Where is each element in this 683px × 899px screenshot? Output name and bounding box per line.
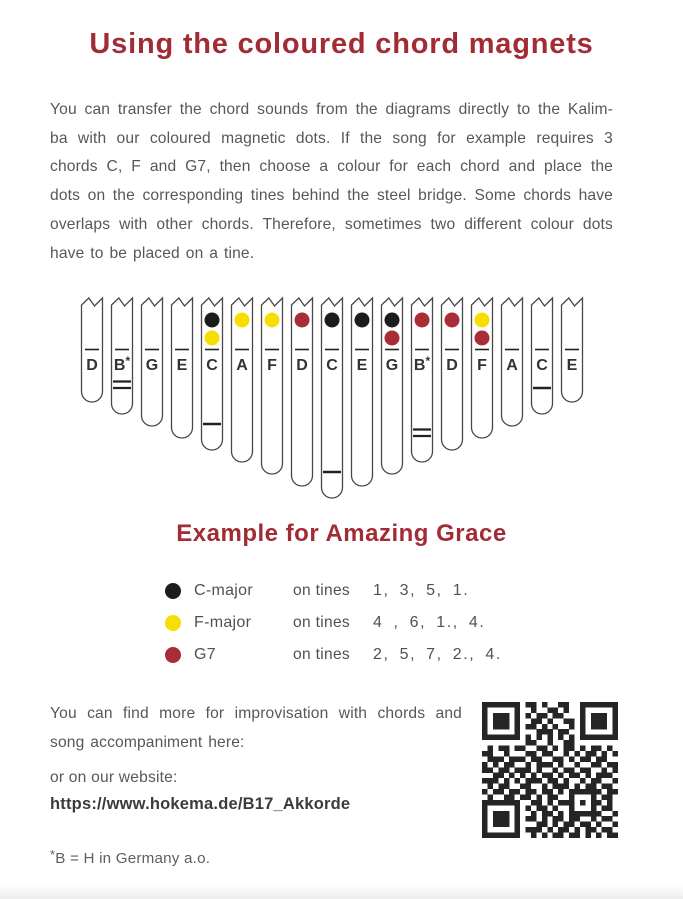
chord-magnet-dot xyxy=(475,313,490,328)
tine-note-label: G xyxy=(385,357,399,374)
text-line: You can find more for improvisation with chords and xyxy=(50,705,462,722)
legend-on-tines: on tines xyxy=(293,614,351,631)
legend-on-tines: on tines xyxy=(293,646,351,663)
tine-note-label: B* xyxy=(413,354,431,374)
tine-note-label: G xyxy=(145,357,159,374)
text-line: dots on the corresponding tines behind the steel bridge. Some chords have xyxy=(50,187,613,205)
tine-note-label: C xyxy=(206,357,218,374)
page-bottom-shade xyxy=(0,885,683,899)
kalimba-tine xyxy=(532,298,553,414)
legend-tine-numbers: 2, 5, 7, 2., 4. xyxy=(373,646,502,663)
example-heading: Example for Amazing Grace xyxy=(176,520,507,547)
g7-dot-icon xyxy=(165,647,181,663)
tine-note-label: E xyxy=(566,357,578,374)
text-line: chords C, F and G7, then choose a colour for each chord and place the xyxy=(50,158,613,176)
tine-note-label: D xyxy=(296,357,308,374)
legend-row xyxy=(165,639,502,671)
chord-magnet-dot xyxy=(415,313,430,328)
kalimba-diagram xyxy=(80,290,585,505)
tine-note-label: F xyxy=(267,357,277,374)
chord-magnet-dot xyxy=(325,313,340,328)
chord-magnet-dot xyxy=(205,331,220,346)
chord-magnet-dot xyxy=(445,313,460,328)
legend-tine-numbers: 4 , 6, 1., 4. xyxy=(373,614,486,631)
tine-note-label: C xyxy=(326,357,338,374)
tine-note-label: B* xyxy=(113,354,131,374)
chord-magnet-dot xyxy=(235,313,250,328)
text-line: have to be placed on a tine. xyxy=(50,244,255,262)
kalimba-tine xyxy=(322,298,343,498)
tine-note-label: A xyxy=(506,357,518,374)
chord-magnet-dot xyxy=(295,313,310,328)
page-title: Using the coloured chord magnets xyxy=(89,28,594,60)
qr-code xyxy=(482,702,618,838)
chord-magnet-dot xyxy=(355,313,370,328)
text-line: song accompaniment here: xyxy=(50,734,245,751)
legend-label: G7 xyxy=(194,646,216,663)
text-line: You can transfer the chord sounds from the diagrams directly to the Kalim- xyxy=(50,101,613,118)
text-line: ba with our coloured magnetic dots. If the song for example requires 3 xyxy=(50,129,613,147)
tine-note-label: A xyxy=(236,357,248,374)
tine-note-label: F xyxy=(477,357,487,374)
tine-note-label: E xyxy=(176,357,188,374)
c-major-dot-icon xyxy=(165,583,181,599)
tine-note-label: C xyxy=(536,357,548,374)
legend-label: C-major xyxy=(194,582,253,599)
tine-note-label: D xyxy=(446,357,458,374)
legend-label: F-major xyxy=(194,614,252,631)
footnote-star: * xyxy=(50,847,56,862)
website-url-link[interactable]: https://www.hokema.de/B17_Akkorde xyxy=(50,795,351,813)
chord-magnet-dot xyxy=(265,313,280,328)
tine-note-label: E xyxy=(356,357,368,374)
legend-tine-numbers: 1, 3, 5, 1. xyxy=(373,582,470,599)
legend-row xyxy=(165,575,502,607)
intro-paragraph xyxy=(50,96,613,268)
chord-legend xyxy=(165,575,502,671)
legend-row xyxy=(165,607,502,639)
chord-magnet-dot xyxy=(205,313,220,328)
tine-note-label: D xyxy=(86,357,98,374)
chord-magnet-dot xyxy=(385,331,400,346)
chord-magnet-dot xyxy=(385,313,400,328)
more-info-text xyxy=(50,699,462,757)
chord-magnet-dot xyxy=(475,331,490,346)
legend-on-tines: on tines xyxy=(293,582,351,599)
text-line: overlaps with other chords. Therefore, sometimes two different colour dots xyxy=(50,215,613,233)
website-label: or on our website: xyxy=(50,769,178,786)
footnote xyxy=(50,847,211,867)
footnote-text: B = H in Germany a.o. xyxy=(55,850,211,867)
f-major-dot-icon xyxy=(165,615,181,631)
